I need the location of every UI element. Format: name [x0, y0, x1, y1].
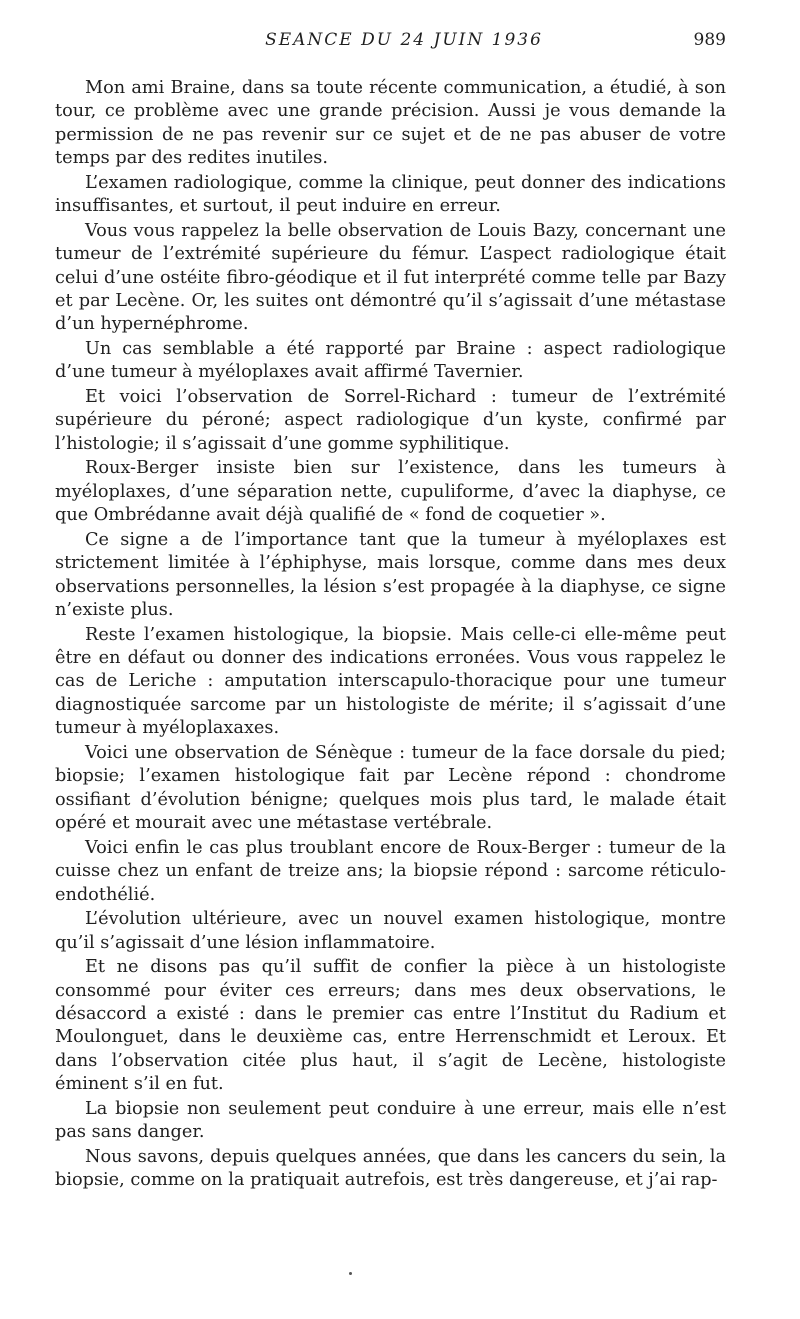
- paragraph: L’examen radiologique, comme la clinique, peut donner des indications insuffisantes, et surtout, il peut induire en erreur.: [55, 172, 726, 217]
- paragraph: Un cas semblable a été rapporté par Braine : aspect radiologique d’une tumeur à myéloplaxes avait affirmé Tavernier.: [55, 339, 726, 383]
- page-number: 989: [693, 30, 726, 50]
- running-title: SEANCE DU 24 JUIN 1936: [265, 30, 543, 50]
- paragraph: Mon ami Braine, dans sa toute récente communication, a étudié, à son tour, ce problème avec une grande précision. Aussi je vous demande la permission de ne pas revenir sur ce sujet et de ne pas abuser de votre temps par des redites inutiles.: [55, 78, 726, 169]
- paragraph: Voici une observation de Sénèque : tumeur de la face dorsale du pied; biopsie; l’examen histologique fait par Lecène répond : chondrome ossifiant d’évolution bénigne; quelques mois plus tard, le malade était opéré et mourait avec une métastase vertébrale.: [55, 742, 726, 834]
- paragraph: Et voici l’observation de Sorrel-Richard : tumeur de l’extrémité supérieure du péroné; aspect radiologique d’un kyste, confirmé par l’histologie; il s’agissait d’une gomme syphilitique.: [55, 387, 726, 454]
- page-speck: [349, 1272, 352, 1275]
- paragraph: Voici enfin le cas plus troublant encore de Roux-Berger : tumeur de la cuisse chez un enfant de treize ans; la biopsie répond : sarcome réticulo-endothélié.: [55, 837, 726, 905]
- paragraph: Ce signe a de l’importance tant que la tumeur à myéloplaxes est strictement limitée à l’éphiphyse, mais lorsque, comme dans mes deux observations personnelles, la lésion s’est propagée à la diaphyse, ce signe n’existe plus.: [55, 529, 726, 621]
- paragraph: L’évolution ultérieure, avec un nouvel examen histologique, montre qu’il s’agissait d’une lésion inflammatoire.: [55, 909, 726, 953]
- paragraph: Reste l’examen histologique, la biopsie. Mais celle-ci elle-même peut être en défaut ou donner des indications erronées. Vous vous rappelez le cas de Leriche : amputation interscapulo-thoracique pour une tumeur diagnostiquée sarcome par un histologiste de mérite; il s’agissait d’une tumeur à myéloplaxaxes.: [55, 624, 726, 739]
- page-header: [82, 30, 726, 56]
- paragraph: Et ne disons pas qu’il suffit de confier la pièce à un histologiste consommé pour éviter ces erreurs; dans mes deux observations, le désaccord a existé : dans le premier cas entre l’Institut du Radium et Moulonguet, dans le deuxième cas, entre Herrenschmidt et Leroux. Et dans l’observation citée plus haut, il s’agit de Lecène, histologiste éminent s’il en fut.: [55, 957, 726, 1095]
- body-text: [55, 77, 726, 1194]
- paragraph: Nous savons, depuis quelques années, que dans les cancers du sein, la biopsie, comme on la pratiquait autrefois, est très dangereuse, et j’ai rap-: [55, 1146, 726, 1191]
- paragraph: Roux-Berger insiste bien sur l’existence, dans les tumeurs à myéloplaxes, d’une séparation nette, cupuliforme, d’avec la diaphyse, ce que Ombrédanne avait déjà qualifié de « fond de coquetier ».: [55, 458, 726, 526]
- paragraph: Vous vous rappelez la belle observation de Louis Bazy, concernant une tumeur de l’extrémité supérieure du fémur. L’aspect radiologique était celui d’une ostéite fibro-géodique et il fut interprété comme telle par Bazy et par Lecène. Or, les suites ont démontré qu’il s’agissait d’une métastase d’un hypernéphrome.: [55, 220, 726, 335]
- paragraph: La biopsie non seulement peut conduire à une erreur, mais elle n’est pas sans danger.: [55, 1098, 726, 1143]
